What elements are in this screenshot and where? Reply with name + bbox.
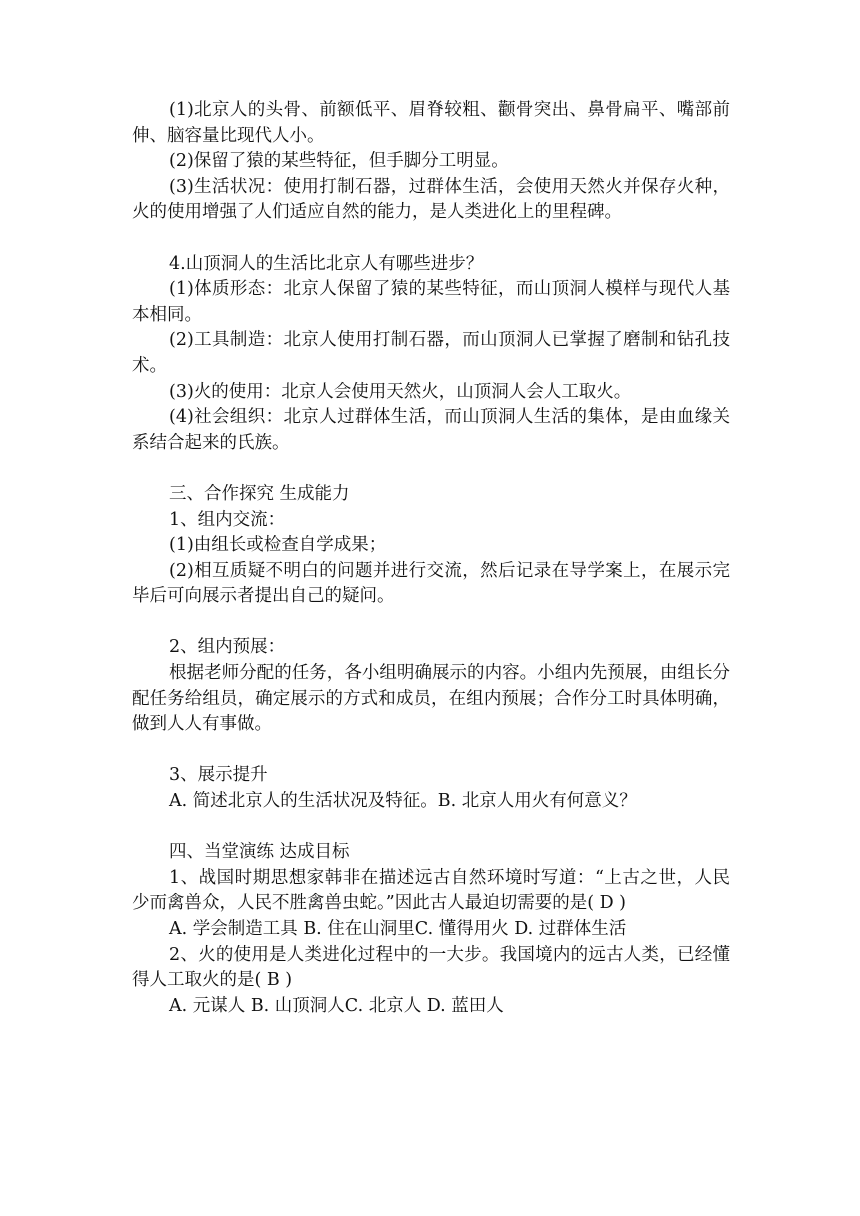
- question-1-options: A. 学会制造工具 B. 住在山洞里C. 懂得用火 D. 过群体生活: [169, 919, 627, 939]
- spacer: [132, 456, 730, 482]
- paragraph-living-conditions: (3)生活状况：使用打制石器，过群体生活，会使用天然火并保存火种，火的使用增强了人们适应自然的能力，是人类进化上的里程碑。: [132, 176, 730, 223]
- spacer: [132, 815, 730, 841]
- paragraph-physique: (1)体质形态：北京人保留了猿的某些特征，而山顶洞人模样与现代人基本相同。: [132, 279, 730, 325]
- section-heading-practice: 四、当堂演练 达成目标: [169, 842, 350, 863]
- paragraph-ape-features: (2)保留了猿的某些特征，但手脚分工明显。: [169, 151, 509, 172]
- paragraph-fire-use: (3)火的使用：北京人会使用天然火，山顶洞人会人工取火。: [169, 381, 632, 402]
- subheading-group-preview: 2、组内预展：: [169, 637, 286, 658]
- paragraph-task-assignment: 根据老师分配的任务，各小组明确展示的内容。小组内先预展，由组长分配任务给组员，确定展示的方式和成员，在组内预展；合作分工时具体明确，做到人人有事做。: [132, 663, 730, 735]
- section-heading-cooperation: 三、合作探究 生成能力: [169, 483, 350, 504]
- question-2-options: A. 元谋人 B. 山顶洞人C. 北京人 D. 蓝田人: [169, 995, 504, 1016]
- question-1: 1、战国时期思想家韩非在描述远古自然环境时写道：“上古之世，人民少而禽兽众，人民不胜禽兽虫蛇。”因此古人最迫切需要的是( D ): [132, 867, 730, 914]
- question-upper-cave-progress: 4.山顶洞人的生活比北京人有哪些进步？: [169, 253, 484, 274]
- paragraph-beijing-man-skull: (1)北京人的头骨、前额低平、眉脊较粗、颧骨突出、鼻骨扁平、嘴部前伸、脑容量比现代人小。: [132, 100, 730, 146]
- spacer: [132, 226, 730, 252]
- paragraph-presentation-questions: A. 简述北京人的生活状况及特征。B. 北京人用火有何意义？: [169, 791, 637, 812]
- paragraph-social-organization: (4)社会组织：北京人过群体生活，而山顶洞人生活的集体，是由血缘关系结合起来的氏族。: [132, 407, 730, 453]
- question-2: 2、火的使用是人类进化过程中的一大步。我国境内的远古人类，已经懂得人工取火的是( B ): [132, 944, 730, 991]
- spacer: [132, 610, 730, 636]
- spacer: [132, 738, 730, 764]
- paragraph-tool-making: (2)工具制造：北京人使用打制石器，而山顶洞人已掌握了磨制和钻孔技术。: [132, 330, 730, 376]
- subheading-presentation: 3、展示提升: [169, 765, 268, 786]
- document-page: [132, 98, 730, 1019]
- subheading-group-exchange: 1、组内交流：: [169, 509, 286, 530]
- paragraph-check-results: (1)由组长或检查自学成果；: [169, 535, 387, 556]
- paragraph-mutual-questioning: (2)相互质疑不明白的问题并进行交流，然后记录在导学案上，在展示完毕后可向展示者提出自己的疑问。: [132, 560, 730, 607]
